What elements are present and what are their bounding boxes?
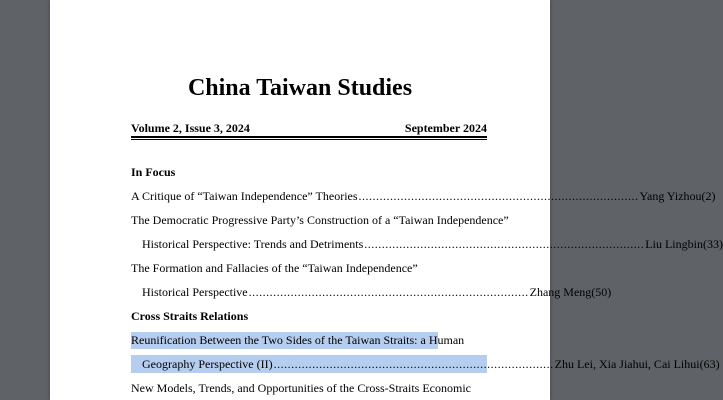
- article-title: Geography Perspective (II): [142, 357, 273, 371]
- toc-entry[interactable]: [131, 331, 487, 349]
- toc-entry[interactable]: [131, 187, 716, 205]
- section-heading-cross-straits: Cross Straits Relations: [131, 309, 249, 323]
- article-author-page: Zhang Meng(50): [529, 285, 612, 299]
- article-author-page: Zhu Lei, Xia Jiahui, Cai Lihui(63): [554, 357, 720, 371]
- leader-dots: ................................................................................: [273, 357, 554, 371]
- section-heading-in-focus: In Focus: [131, 165, 176, 179]
- leader-dots: ................................................................................: [248, 285, 529, 299]
- masthead-rule-thick: [131, 136, 487, 138]
- article-title: New Models, Trends, and Opportunities of the Cross-Straits Economic: [131, 381, 471, 395]
- toc-entry[interactable]: [131, 379, 487, 397]
- toc-entry[interactable]: [131, 259, 487, 277]
- toc-entry-continuation[interactable]: [131, 355, 720, 373]
- document-page[interactable]: [50, 0, 723, 400]
- issue-date: September 2024: [404, 121, 487, 135]
- article-title: Historical Perspective: Trends and Detriments: [142, 237, 364, 251]
- article-title: The Democratic Progressive Party’s Construction of a “Taiwan Independence”: [131, 213, 509, 227]
- leader-dots: ................................................................................: [358, 189, 639, 203]
- article-author-page: Liu Lingbin(33): [645, 237, 723, 251]
- toc-entry[interactable]: [131, 211, 509, 229]
- toc-entry-continuation[interactable]: [131, 235, 723, 253]
- article-title: The Formation and Fallacies of the “Taiwan Independence”: [131, 261, 418, 275]
- article-title: Reunification Between the Two Sides of the Taiwan Straits: a Human: [131, 333, 465, 347]
- article-author-page: Yang Yizhou(2): [639, 189, 716, 203]
- journal-title: China Taiwan Studies: [187, 75, 413, 101]
- toc-entry-continuation[interactable]: [131, 283, 612, 301]
- leader-dots: ................................................................................: [364, 237, 645, 251]
- article-title: A Critique of “Taiwan Independence” Theories: [131, 189, 358, 203]
- masthead-rule-thin: [131, 139, 487, 140]
- volume-issue: Volume 2, Issue 3, 2024: [131, 121, 250, 135]
- article-title: Historical Perspective: [142, 285, 248, 299]
